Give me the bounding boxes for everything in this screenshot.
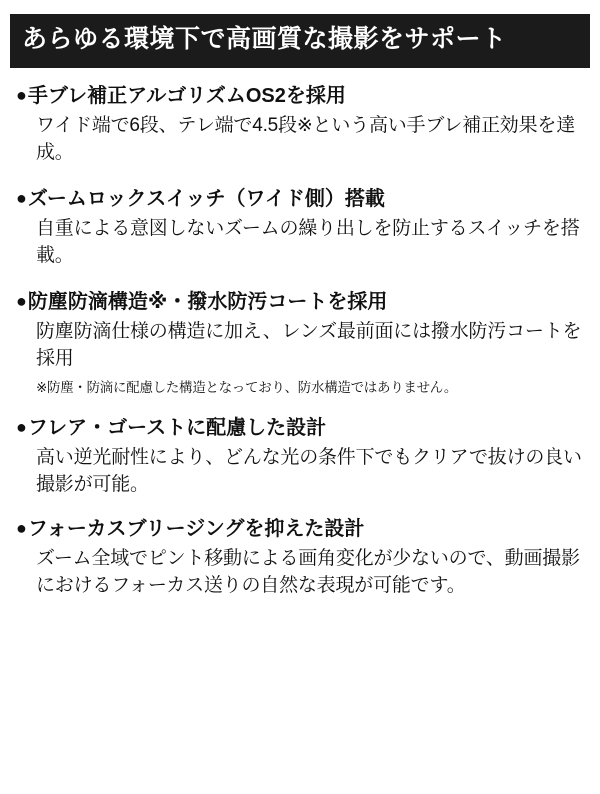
feature-heading-text: フレア・ゴーストに配慮した設計	[27, 416, 327, 439]
feature-body: 高い逆光耐性により、どんな光の条件下でもクリアで抜けの良い撮影が可能。	[36, 446, 582, 496]
document-page	[0, 14, 600, 794]
feature-body: ワイド端で6段、テレ端で4.5段※という高い手ブレ補正効果を達成。	[36, 114, 575, 164]
feature-section	[16, 517, 584, 600]
feature-section	[16, 416, 584, 499]
feature-heading-text: フォーカスブリージングを抑えた設計	[27, 517, 365, 540]
feature-body: ズーム全域でピント移動による画角変化が少ないので、動画撮影におけるフォーカス送りの自然な表現が可能です。	[36, 547, 580, 597]
feature-heading-text: 手ブレ補正アルゴリズムOS2を採用	[27, 84, 346, 107]
feature-heading	[16, 187, 584, 212]
feature-heading	[16, 290, 584, 315]
feature-heading	[16, 517, 584, 542]
feature-body: 自重による意図しないズームの繰り出しを防止するスイッチを搭載。	[36, 217, 580, 267]
header-banner	[10, 14, 590, 68]
bullet-icon: ●	[16, 517, 27, 538]
page-title: あらゆる環境下で高画質な撮影をサポート	[22, 25, 507, 53]
feature-body: 防塵防滴仕様の構造に加え、レンズ最前面には撥水防汚コートを採用	[36, 320, 582, 370]
feature-heading-text: ズームロックスイッチ（ワイド側）搭載	[27, 187, 385, 210]
feature-heading	[16, 84, 584, 109]
bullet-icon: ●	[16, 416, 27, 437]
bullet-icon: ●	[16, 290, 27, 311]
feature-section	[16, 84, 584, 167]
feature-section	[16, 187, 584, 270]
bullet-icon: ●	[16, 187, 27, 208]
feature-list	[0, 68, 600, 600]
feature-footnote: ※防塵・防滴に配慮した構造となっており、防水構造ではありません。	[36, 379, 458, 395]
feature-heading	[16, 416, 584, 441]
feature-section	[16, 290, 584, 398]
bullet-icon: ●	[16, 84, 27, 105]
feature-heading-text: 防塵防滴構造※・撥水防汚コートを採用	[27, 290, 388, 313]
